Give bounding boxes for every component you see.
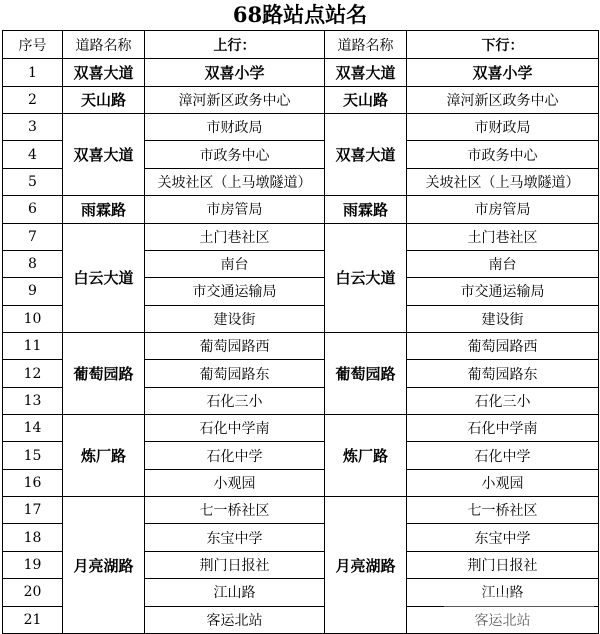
up-stop: 市财政局 (145, 114, 325, 141)
down-stop: 客运北站 (407, 606, 599, 633)
row-number: 12 (3, 360, 63, 387)
up-stop: 荆门日报社 (145, 551, 325, 578)
down-stop: 南台 (407, 250, 599, 277)
up-stop: 江山路 (145, 579, 325, 606)
road-name-left: 月亮湖路 (63, 497, 145, 634)
down-stop: 关坡社区（上马墩隧道） (407, 168, 599, 195)
header-road-right: 道路名称 (325, 31, 407, 59)
up-stop: 南台 (145, 250, 325, 277)
row-number: 13 (3, 387, 63, 414)
table-row (3, 114, 599, 141)
up-stop: 客运北站 (145, 606, 325, 633)
row-number: 5 (3, 168, 63, 195)
up-stop: 漳河新区政务中心 (145, 86, 325, 113)
table-row (3, 332, 599, 359)
up-stop: 葡萄园路东 (145, 360, 325, 387)
road-name-right: 天山路 (325, 86, 407, 113)
road-name-right: 白云大道 (325, 223, 407, 332)
down-stop: 石化三小 (407, 387, 599, 414)
down-stop: 双喜小学 (407, 59, 599, 86)
row-number: 21 (3, 606, 63, 633)
row-number: 6 (3, 196, 63, 223)
row-number: 4 (3, 141, 63, 168)
header-row (3, 31, 599, 59)
row-number: 14 (3, 415, 63, 442)
table-row (3, 196, 599, 223)
row-number: 9 (3, 278, 63, 305)
up-stop: 关坡社区（上马墩隧道） (145, 168, 325, 195)
up-stop: 葡萄园路西 (145, 332, 325, 359)
row-number: 1 (3, 59, 63, 86)
table-row (3, 223, 599, 250)
down-stop: 土门巷社区 (407, 223, 599, 250)
up-stop: 市房管局 (145, 196, 325, 223)
down-stop: 石化中学 (407, 442, 599, 469)
road-name-left: 双喜大道 (63, 114, 145, 196)
row-number: 20 (3, 579, 63, 606)
down-stop: 小观园 (407, 469, 599, 496)
up-stop: 石化中学南 (145, 415, 325, 442)
road-name-right: 双喜大道 (325, 59, 407, 86)
row-number: 11 (3, 332, 63, 359)
down-stop: 葡萄园路西 (407, 332, 599, 359)
road-name-left: 白云大道 (63, 223, 145, 332)
up-stop: 双喜小学 (145, 59, 325, 86)
road-name-left: 雨霖路 (63, 196, 145, 223)
down-stop: 市政务中心 (407, 141, 599, 168)
down-stop: 七一桥社区 (407, 497, 599, 524)
road-name-right: 雨霖路 (325, 196, 407, 223)
bus-stop-table (2, 30, 599, 634)
up-stop: 建设街 (145, 305, 325, 332)
row-number: 17 (3, 497, 63, 524)
down-stop: 市交通运输局 (407, 278, 599, 305)
up-stop: 土门巷社区 (145, 223, 325, 250)
row-number: 18 (3, 524, 63, 551)
down-stop: 市房管局 (407, 196, 599, 223)
up-stop: 市交通运输局 (145, 278, 325, 305)
up-stop: 东宝中学 (145, 524, 325, 551)
row-number: 10 (3, 305, 63, 332)
row-number: 15 (3, 442, 63, 469)
table-row (3, 59, 599, 86)
row-number: 3 (3, 114, 63, 141)
table-row (3, 497, 599, 524)
up-stop: 石化中学 (145, 442, 325, 469)
table-row (3, 415, 599, 442)
row-number: 19 (3, 551, 63, 578)
down-stop: 荆门日报社 (407, 551, 599, 578)
row-number: 16 (3, 469, 63, 496)
up-stop: 小观园 (145, 469, 325, 496)
down-stop: 江山路 (407, 579, 599, 606)
road-name-right: 炼厂路 (325, 415, 407, 497)
down-stop: 市财政局 (407, 114, 599, 141)
row-number: 8 (3, 250, 63, 277)
row-number: 2 (3, 86, 63, 113)
header-road-left: 道路名称 (63, 31, 145, 59)
up-stop: 石化三小 (145, 387, 325, 414)
up-stop: 七一桥社区 (145, 497, 325, 524)
road-name-left: 天山路 (63, 86, 145, 113)
road-name-right: 双喜大道 (325, 114, 407, 196)
road-name-right: 月亮湖路 (325, 497, 407, 634)
header-seq: 序号 (3, 31, 63, 59)
down-stop: 东宝中学 (407, 524, 599, 551)
down-stop: 建设街 (407, 305, 599, 332)
road-name-left: 炼厂路 (63, 415, 145, 497)
header-up: 上行： (145, 31, 325, 59)
down-stop: 石化中学南 (407, 415, 599, 442)
page-title: 68路站点站名 (232, 2, 368, 27)
road-name-left: 双喜大道 (63, 59, 145, 86)
header-down: 下行： (407, 31, 599, 59)
row-number: 7 (3, 223, 63, 250)
down-stop: 漳河新区政务中心 (407, 86, 599, 113)
road-name-right: 葡萄园路 (325, 332, 407, 414)
up-stop: 市政务中心 (145, 141, 325, 168)
down-stop: 葡萄园路东 (407, 360, 599, 387)
table-row (3, 86, 599, 113)
road-name-left: 葡萄园路 (63, 332, 145, 414)
